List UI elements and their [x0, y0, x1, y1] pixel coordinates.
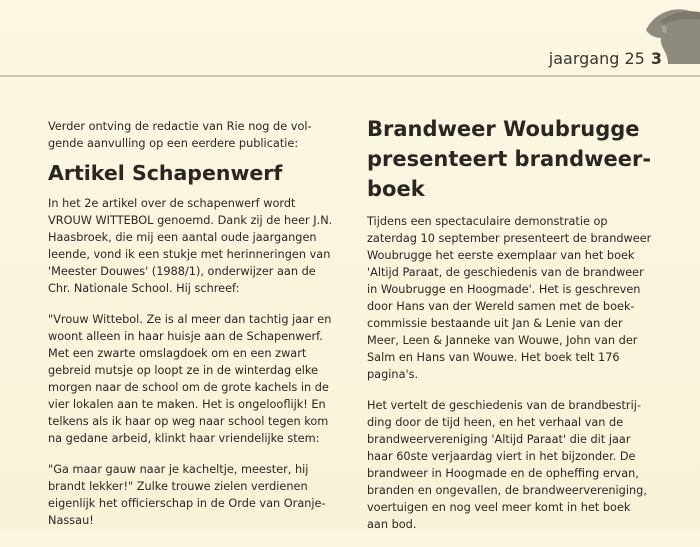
text-line: Woubrugge het eerste exemplaar van het boek [367, 249, 635, 262]
text-line: vier lokalen aan te maken. Het is ongelooflijk! En [48, 398, 326, 411]
text-line: Haasbroek, die mij een aantal oude jaargangen [48, 231, 317, 244]
text-line: telkens als ik haar op weg naar school tegen kom [48, 415, 329, 428]
left-column [48, 118, 333, 543]
paragraph [48, 461, 330, 529]
paragraph [367, 397, 667, 533]
text-line: Tijdens een spectaculaire demonstratie op [367, 215, 608, 228]
text-line: zaterdag 10 september presenteert de brandweer [367, 232, 652, 245]
text-line: brandt lekker!" Zulke trouwe zielen verdienen [48, 480, 308, 493]
text-line: brandweervereniging 'Altijd Paraat' die dit jaar [367, 433, 631, 446]
paragraph [367, 213, 667, 383]
text-line: pagina's. [367, 368, 419, 381]
header-divider [0, 75, 700, 77]
text-line: eigenlijk het officierschap in de Orde van Oranje- [48, 497, 326, 510]
heading-line: presenteert brandweer- [367, 147, 652, 171]
text-line: na gedane arbeid, klinkt haar vriendelijke stem: [48, 432, 320, 445]
text-line: gebreid mutsje op loopt ze in de winterdag elke [48, 364, 318, 377]
right-column [367, 114, 667, 547]
text-line: "Ga maar gauw naar je kacheltje, meester, hij [48, 463, 309, 476]
text-line: gende aanvulling op een eerdere publicatie: [48, 137, 299, 150]
text-line: "Vrouw Wittebol. Ze is al meer dan tachtig jaar en [48, 313, 332, 326]
text-line: woont alleen in haar huisje aan de Schapenwerf. [48, 330, 323, 343]
text-line: commissie bestaande uit Jan & Lenie van der [367, 317, 623, 330]
article-heading: Artikel Schapenwerf [48, 161, 283, 185]
text-line: branden en ongevallen, de brandweervereniging, [367, 484, 647, 497]
text-line: aan bod. [367, 518, 417, 531]
text-line: Nassau! [48, 514, 94, 527]
text-line: voertuigen en nog veel meer komt in het boek [367, 501, 631, 514]
page-header [549, 49, 662, 68]
paragraph [48, 195, 333, 297]
text-line: 'Altijd Paraat, de geschiedenis van de brandweer [367, 266, 644, 279]
volume-label: jaargang 25 [548, 49, 645, 68]
text-line: In het 2e artikel over de schapenwerf wordt [48, 197, 296, 210]
text-line: VROUW WITTEBOL genoemd. Dank zij de heer J.N. [48, 214, 333, 227]
text-line: morgen naar de school om de grote kachels in de [48, 381, 329, 394]
text-line: Het vertelt de geschiedenis van de brandbestrij- [367, 399, 641, 412]
text-line: brandweer in Hoogmade en de opheffing ervan, [367, 467, 639, 480]
text-line: leende, vond ik een stukje met herinneringen van [48, 248, 331, 261]
text-line: ding door de tijd heen, en het verhaal van de [367, 416, 624, 429]
text-line: Salm en Hans van Wouwe. Het boek telt 176 [367, 351, 620, 364]
text-line: Chr. Nationale School. Hij schreef: [48, 282, 240, 295]
page-number: 3 [650, 49, 662, 68]
text-line: Met een zwarte omslagdoek om en een zwart [48, 347, 307, 360]
intro-text [48, 118, 330, 152]
text-line: in Woubrugge en Hoogmade'. Het is geschreven [367, 283, 641, 296]
text-line: Meer, Leen & Janneke van Wouwe, John van der [367, 334, 638, 347]
heading-line: boek [367, 177, 425, 201]
heading-line: Brandweer Woubrugge [367, 117, 640, 141]
article-heading [367, 114, 667, 204]
paragraph [48, 311, 330, 447]
text-line: 'Meester Douwes' (1988/1), onderwijzer aan de [48, 265, 316, 278]
text-line: haar 60ste verjaardag viert in het bijzonder. De [367, 450, 636, 463]
text-line: Verder ontving de redactie van Rie nog de vol- [48, 120, 312, 133]
text-line: door Hans van der Wereld samen met de boek- [367, 300, 635, 313]
